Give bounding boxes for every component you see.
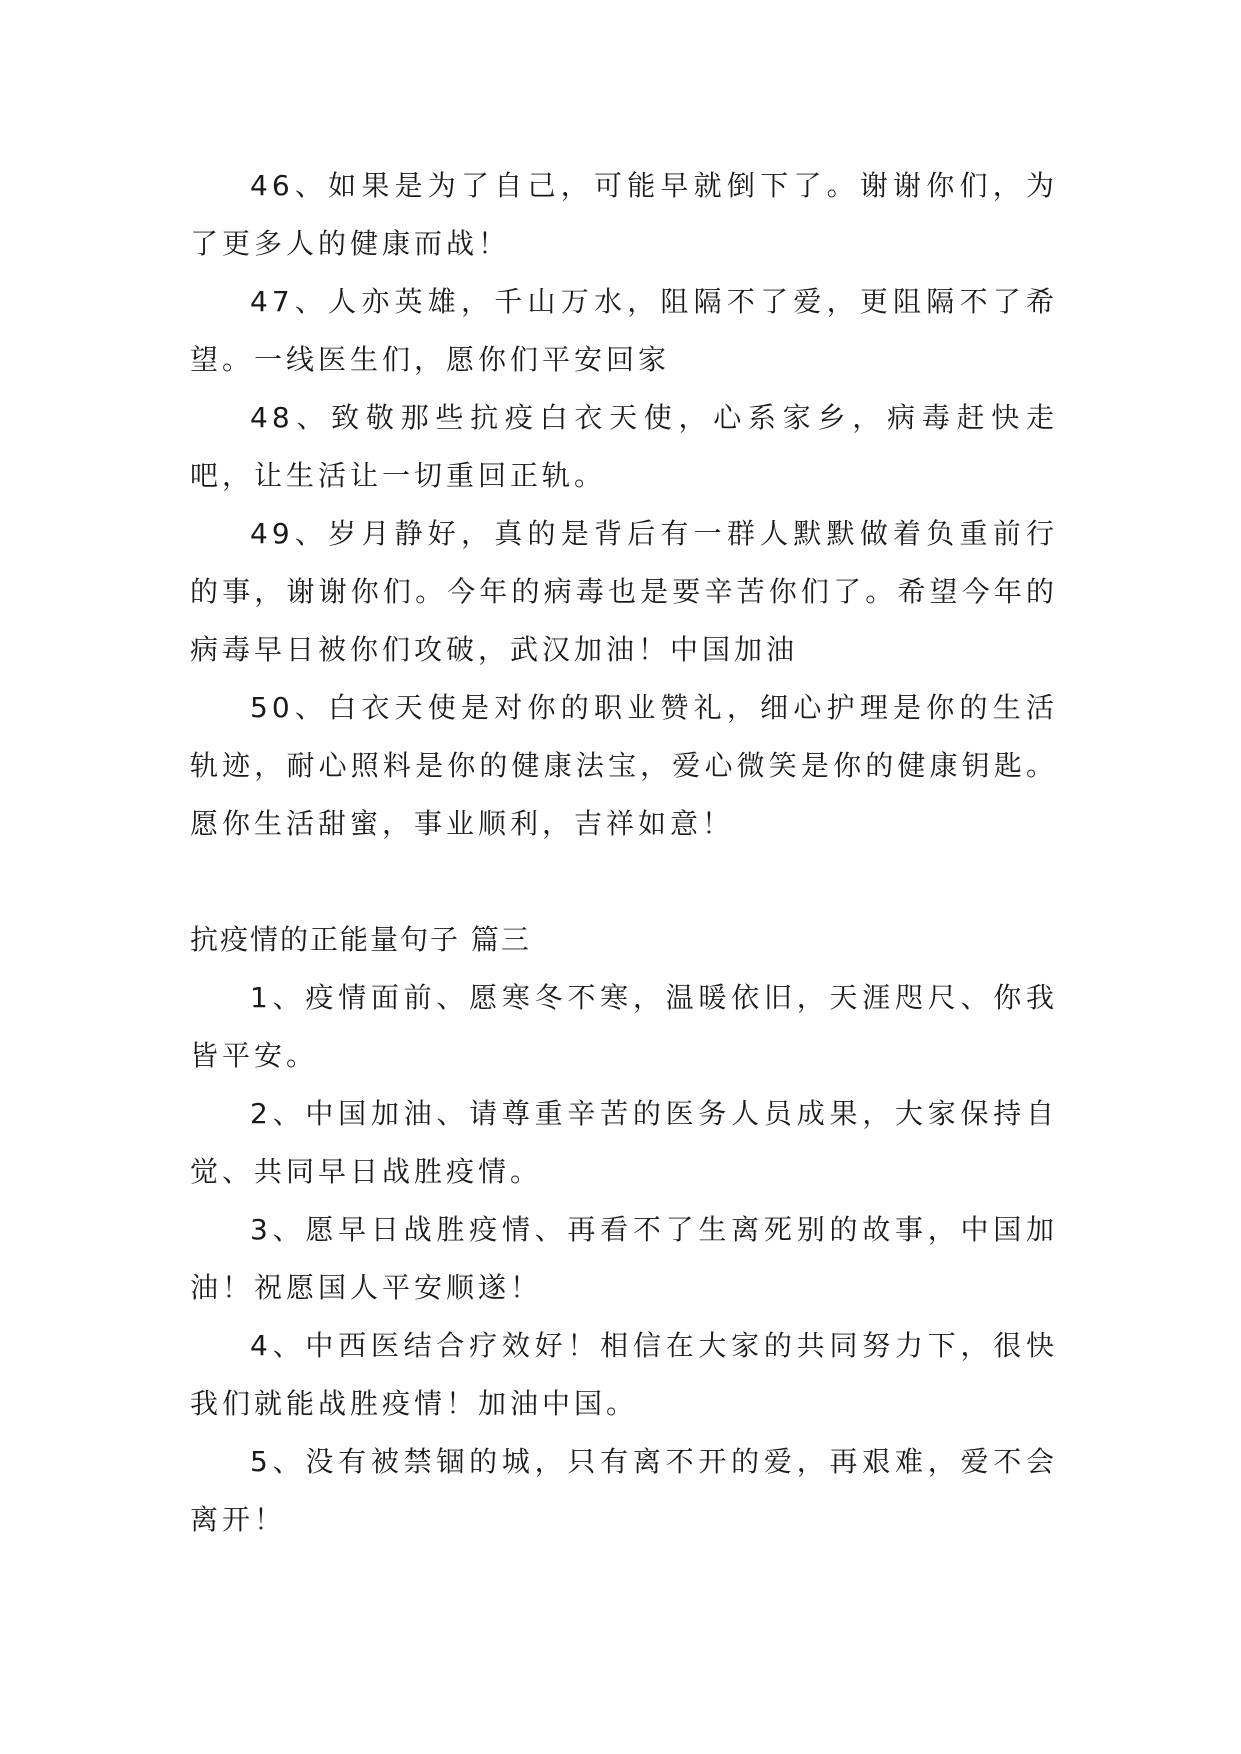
paragraph-50: 50、白衣天使是对你的职业赞礼，细心护理是你的生活轨迹，耐心照料是你的健康法宝，爱心微笑是你的健康钥匙。愿你生活甜蜜，事业顺利，吉祥如意！ — [190, 691, 1058, 840]
paragraph-4: 4、中西医结合疗效好！相信在大家的共同努力下，很快我们就能战胜疫情！加油中国。 — [190, 1329, 1058, 1420]
paragraph-48: 48、致敬那些抗疫白衣天使，心系家乡，病毒赶快走吧，让生活让一切重回正轨。 — [190, 401, 1058, 492]
paragraph-5: 5、没有被禁锢的城，只有离不开的爱，再艰难，爱不会离开！ — [190, 1445, 1058, 1536]
paragraph-2: 2、中国加油、请尊重辛苦的医务人员成果，大家保持自觉、共同早日战胜疫情。 — [190, 1097, 1058, 1188]
section-heading: 抗疫情的正能量句子 篇三 — [190, 923, 531, 956]
paragraph-1: 1、疫情面前、愿寒冬不寒，温暖依旧，天涯咫尺、你我皆平安。 — [190, 981, 1058, 1072]
document-body — [190, 157, 1058, 1549]
paragraph-46: 46、如果是为了自己，可能早就倒下了。谢谢你们，为了更多人的健康而战！ — [190, 169, 1058, 260]
paragraph-47: 47、人亦英雄，千山万水，阻隔不了爱，更阻隔不了希望。一线医生们，愿你们平安回家 — [190, 285, 1058, 376]
paragraph-3: 3、愿早日战胜疫情、再看不了生离死别的故事，中国加油！祝愿国人平安顺遂！ — [190, 1213, 1058, 1304]
paragraph-49: 49、岁月静好，真的是背后有一群人默默做着负重前行的事，谢谢你们。今年的病毒也是要辛苦你们了。希望今年的病毒早日被你们攻破，武汉加油！中国加油 — [190, 517, 1058, 666]
